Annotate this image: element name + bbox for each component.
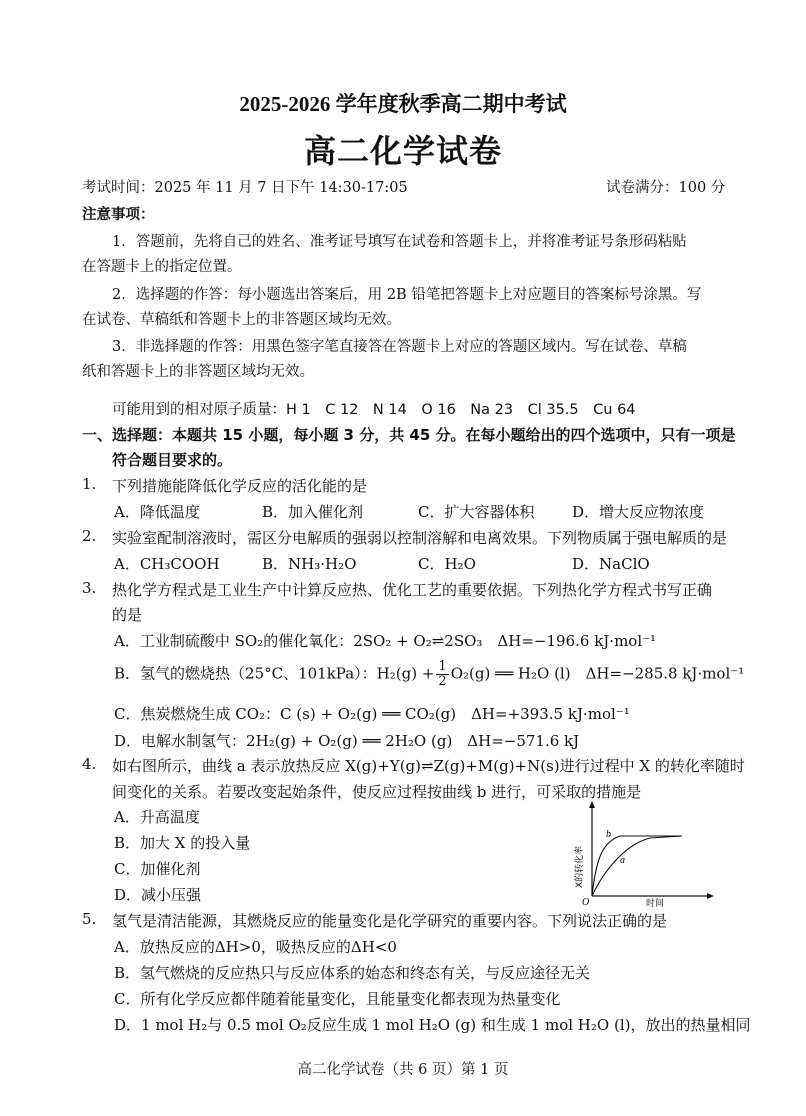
q3-stem-line1: 热化学方程式是工业生产中计算反应热、优化工艺的重要依据。下列热化学方程式书写正确: [112, 581, 713, 599]
q2-option-c: C．H₂O: [418, 555, 476, 573]
q4-stem-line2: 间变化的关系。若要改变起始条件，使反应过程按曲线 b 进行，可采取的措施是: [112, 783, 642, 801]
q1-number: 1.: [82, 475, 97, 493]
q2-stem: 实验室配制溶液时，需区分电解质的强弱以控制溶解和电离效果。下列物质属于强电解质的是: [112, 529, 728, 547]
curve-b-label: b: [606, 829, 611, 840]
notice-item2-line2: 在试卷、草稿纸和答题卡上的非答题区域均无效。: [82, 312, 401, 328]
q3-option-b-post: O₂(g) ══ H₂O (l) ΔH=−285.8 kJ·mol⁻¹: [450, 664, 745, 683]
origin-label: O: [582, 897, 590, 908]
q5-option-d: D．1 mol H₂与 0.5 mol O₂反应生成 1 mol H₂O (g) 和生成 1 mol H₂O (l)，放出的热量相同: [114, 1016, 751, 1034]
x-axis-arrow-icon: [707, 893, 714, 899]
fraction-denominator: 2: [438, 674, 447, 689]
q2-option-a: A．CH₃COOH: [114, 555, 220, 573]
q3-option-a: A．工业制硫酸中 SO₂的催化氧化：2SO₂ + O₂⇌2SO₃ ΔH=−196.6 kJ·mol⁻¹: [114, 632, 657, 650]
y-axis-arrow-icon: [589, 801, 595, 808]
conversion-time-graph: [566, 800, 716, 908]
notice-item1-line2: 在答题卡上的指定位置。: [82, 259, 242, 275]
curve-b: [592, 836, 682, 896]
q4-stem-line1: 如右图所示，曲线 a 表示放热反应 X(g)+Y(g)⇌Z(g)+M(g)+N(s)进行过程中 X 的转化率随时: [112, 757, 745, 775]
q4-option-b: B．加大 X 的投入量: [114, 834, 251, 852]
q2-option-d: D．NaClO: [572, 555, 650, 573]
q1-option-c: C．扩大容器体积: [418, 503, 535, 521]
q1-option-d: D．增大反应物浓度: [572, 503, 705, 521]
exam-title: 2025-2026 学年度秋季高二期中考试: [239, 92, 567, 116]
q5-option-c: C．所有化学反应都伴随着能量变化，且能量变化都表现为热量变化: [114, 990, 561, 1008]
q3-option-b: [114, 660, 744, 689]
q3-option-c: C．焦炭燃烧生成 CO₂：C (s) + O₂(g) ══ CO₂(g) ΔH=+393.5 kJ·mol⁻¹: [114, 705, 630, 723]
q5-option-a: A．放热反应的ΔH>0，吸热反应的ΔH<0: [114, 938, 397, 956]
q1-option-a: A．降低温度: [114, 503, 200, 521]
q3-stem-line2: 的是: [112, 606, 143, 624]
notice-item3-line2: 纸和答题卡上的非答题区域均无效。: [82, 364, 314, 380]
q4-number: 4.: [82, 755, 97, 773]
q2-number: 2.: [82, 527, 97, 545]
q3-option-b-pre: B．氢气的燃烧热（25°C、101kPa）：H₂(g) +: [114, 664, 435, 683]
q5-stem: 氢气是清洁能源，其燃烧反应的能量变化是化学研究的重要内容。下列说法正确的是: [112, 912, 668, 930]
q3-option-d: D．电解水制氢气：2H₂(g) + O₂(g) ══ 2H₂O (g) ΔH=−571.6 kJ: [114, 732, 580, 750]
fraction-one-half: [436, 660, 448, 689]
notice-heading: 注意事项：: [82, 207, 155, 223]
fraction-numerator: 1: [438, 659, 447, 674]
y-axis-label: X的转化率: [575, 845, 585, 888]
curve-a-label: a: [620, 855, 625, 866]
notice-item1-line1: 1．答题前，先将自己的姓名、准考证号填写在试卷和答题卡上，并将准考证号条形码粘贴: [112, 234, 687, 250]
q2-option-b: B．NH₃·H₂O: [262, 555, 357, 573]
paper-title: 高二化学试卷: [303, 132, 502, 170]
section1-line2: 符合题目要求的。: [112, 451, 233, 469]
q4-option-d: D．减小压强: [114, 886, 202, 904]
q3-number: 3.: [82, 579, 97, 597]
curve-a: [592, 836, 682, 896]
section1-line1: 一、选择题：本题共 15 小题，每小题 3 分，共 45 分。在每小题给出的四个选项中，只有一项是: [82, 426, 736, 444]
notice-item3-line1: 3．非选择题的作答：用黑色签字笔直接答在答题卡上对应的答题区域内。写在试卷、草稿: [112, 339, 687, 355]
page-footer: 高二化学试卷（共 6 页）第 1 页: [297, 1062, 509, 1078]
q5-number: 5.: [82, 910, 97, 928]
notice-item2-line1: 2．选择题的作答：每小题选出答案后，用 2B 铅笔把答题卡上对应题目的答案标号涂黑。写: [112, 287, 702, 303]
q4-option-c: C．加催化剂: [114, 860, 201, 878]
x-axis-label: 时间: [646, 899, 665, 908]
q4-option-a: A．升高温度: [114, 808, 200, 826]
q1-option-b: B．加入催化剂: [262, 503, 364, 521]
full-score: 试卷满分：100 分: [606, 180, 726, 196]
q5-option-b: B．氢气燃烧的反应热只与反应体系的始态和终态有关，与反应途径无关: [114, 964, 591, 982]
q1-stem: 下列措施能降低化学反应的活化能的是: [112, 477, 368, 495]
atomic-masses: 可能用到的相对原子质量：H 1 C 12 N 14 O 16 Na 23 Cl 35.5 Cu 64: [112, 402, 636, 418]
exam-time: 考试时间：2025 年 11 月 7 日下午 14:30-17:05: [82, 180, 408, 196]
